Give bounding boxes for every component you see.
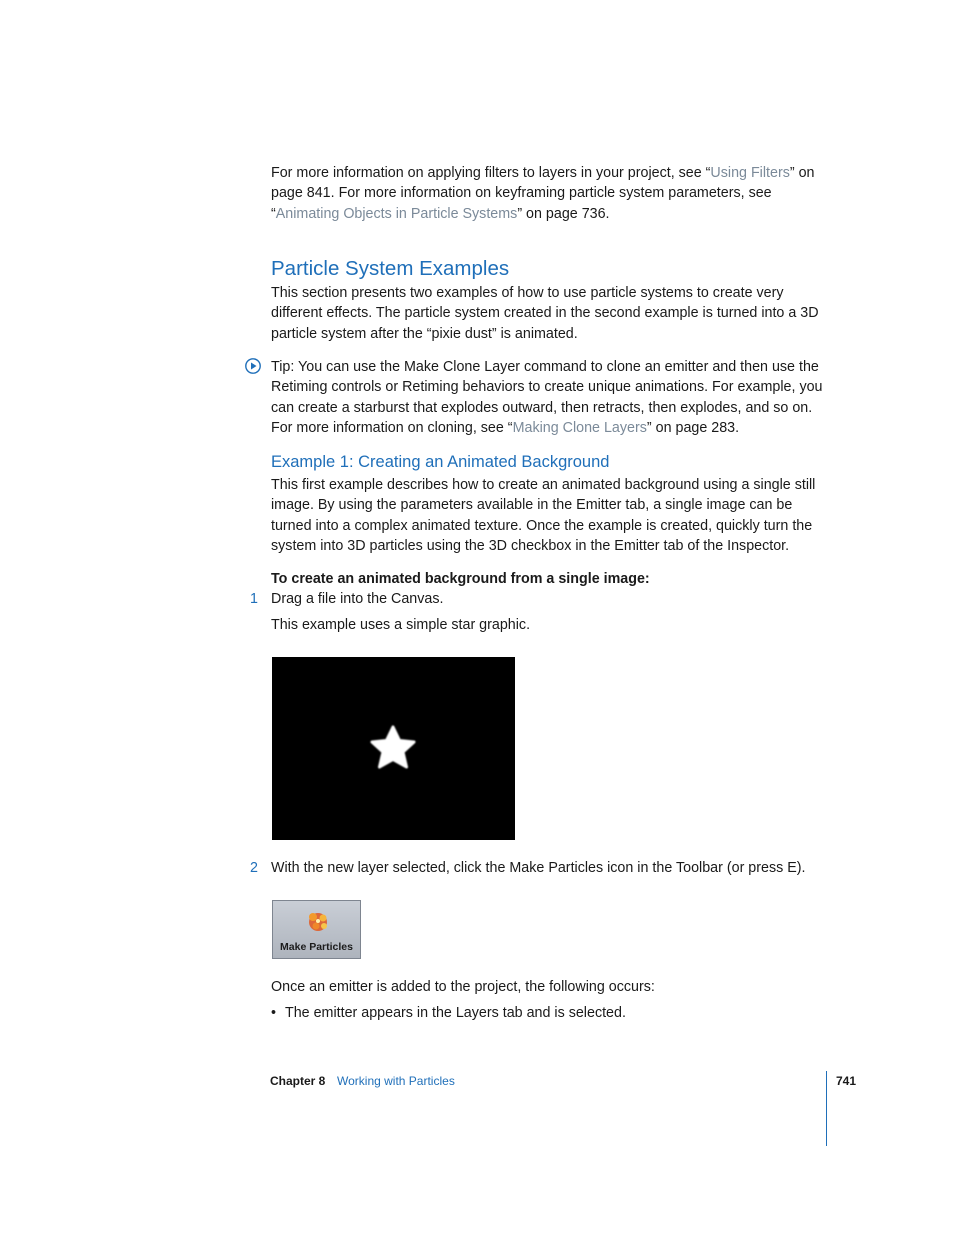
example-title: Example 1: Creating an Animated Background [271,453,610,471]
step-number-1: 1 [250,591,258,607]
make-particles-label: Make Particles [280,941,353,953]
tip-paragraph [271,357,827,438]
intro-text-1: For more information on applying filters to layers in your project, see “ [271,165,711,181]
tip-text-1: Tip: You can use the Make Clone Layer command to clone an emitter and then use the Retiming controls or Retiming behaviors to create unique animations. For example, you can create a starburst that explodes outward, then retracts, then explodes, and so on. For more information on cloning, see “ [271,359,823,436]
step-text-1: Drag a file into the Canvas. [271,591,444,607]
star-graphic-figure [272,657,515,840]
bullet-symbol: • [271,1005,277,1021]
using-filters-link[interactable]: Using Filters [710,165,790,181]
make-particles-button[interactable] [272,900,361,959]
tip-text-2: ” on page 283. [646,419,740,436]
tip-arrow-icon [245,358,261,374]
example-body: This first example describes how to create an animated background using a single still image. By using the parameters available in the Emitter tab, a single image can be turned into a complex animated texture. Once the example is created, quickly turn the system into 3D particles using the 3D checkbox in the Emitter tab of the Inspector. [271,477,816,554]
star-icon [272,657,515,840]
footer-divider [826,1071,827,1146]
particles-icon [304,909,332,935]
step-number-2: 2 [250,860,258,876]
section-title: Particle System Examples [271,257,510,280]
after-text: Once an emitter is added to the project, the following occurs: [271,979,655,995]
step-text-2: With the new layer selected, click the Make Particles icon in the Toolbar (or press E). [271,860,806,876]
animating-objects-link[interactable]: Animating Objects in Particle Systems [275,205,518,222]
intro-text-3: ” on page 736. [517,205,610,222]
section-body: This section presents two examples of how to use particle systems to create very different effects. The particle system created in the second example is turned into a 3D particle system after the “pixie dust” is animated. [271,285,819,342]
bullet-item: The emitter appears in the Layers tab and is selected. [285,1005,626,1021]
page-number: 741 [836,1074,857,1088]
intro-paragraph [271,163,831,224]
making-clone-layers-link[interactable]: Making Clone Layers [512,419,647,436]
footer-chapter: Chapter 8 [270,1074,326,1088]
intro-text-2: ” on page 841. For more information on keyframing particle system parameters, see “ [271,165,815,222]
footer-chapter-title: Working with Particles [337,1074,455,1088]
step-note-1: This example uses a simple star graphic. [271,617,531,633]
procedure-heading: To create an animated background from a single image: [271,571,650,587]
